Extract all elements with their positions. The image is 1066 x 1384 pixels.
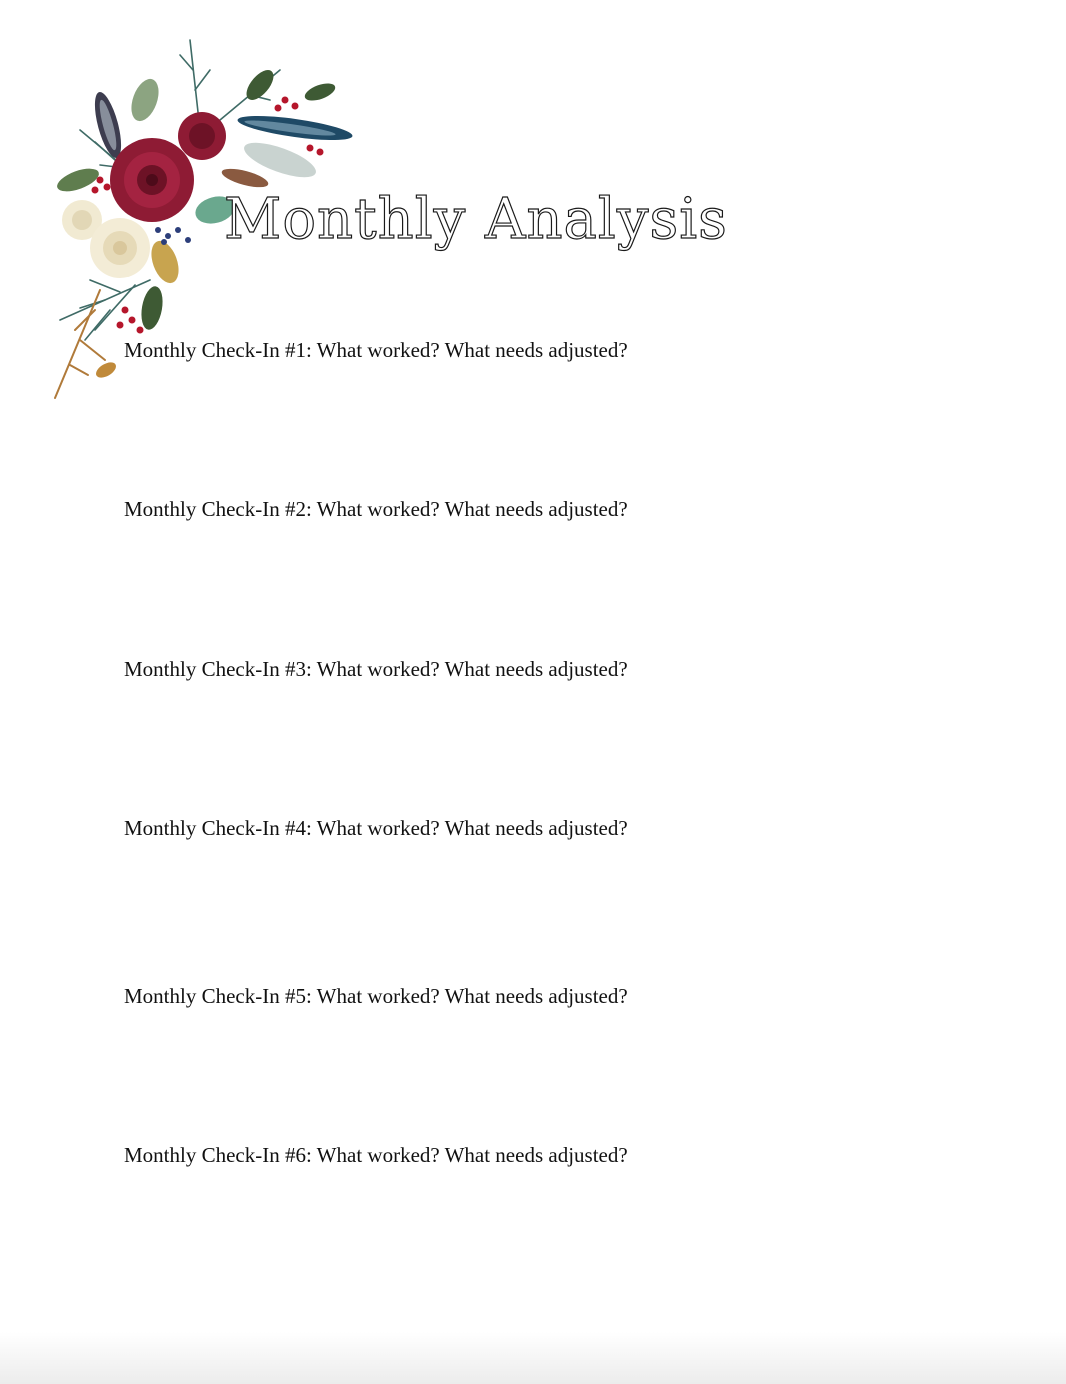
- checkin-prompt-2: Monthly Check-In #2: What worked? What needs adjusted?: [124, 497, 628, 521]
- checkin-prompt-5: Monthly Check-In #5: What worked? What needs adjusted?: [124, 984, 628, 1008]
- checkin-prompt-4: Monthly Check-In #4: What worked? What needs adjusted?: [124, 816, 628, 840]
- checkin-prompt-3: Monthly Check-In #3: What worked? What needs adjusted?: [124, 657, 628, 681]
- page-bottom-shadow: [0, 1332, 1066, 1384]
- checkin-prompt-6: Monthly Check-In #6: What worked? What needs adjusted?: [124, 1143, 628, 1167]
- page-title: Monthly Analysis: [224, 187, 728, 252]
- checkin-prompt-1: Monthly Check-In #1: What worked? What needs adjusted?: [124, 338, 628, 362]
